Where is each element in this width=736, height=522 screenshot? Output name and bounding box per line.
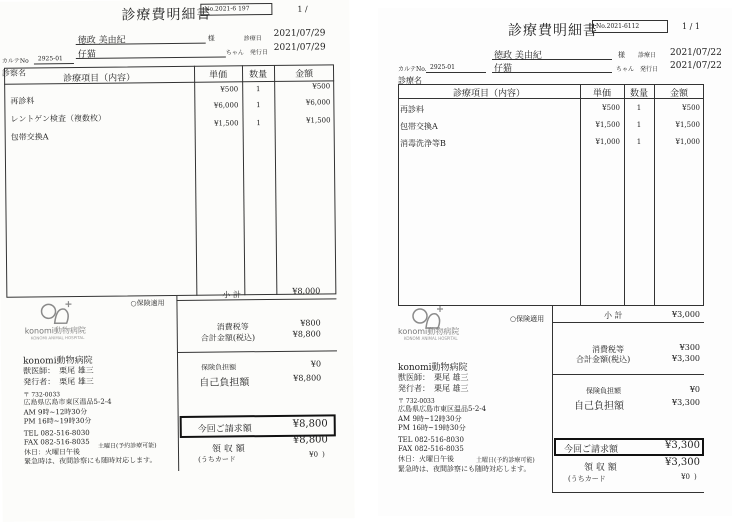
pet-suffix: ちゃん [225, 49, 244, 57]
row-amount: ¥6,000 [305, 98, 331, 107]
issuer-name: 栗尾 雄三 [59, 376, 94, 387]
vet-label: 獣医師： [398, 373, 430, 382]
row-price: ¥500 [220, 85, 239, 94]
col-header-qty: 数量 [249, 70, 268, 81]
col-header-price: 単価 [209, 70, 228, 81]
row-item: 消毒洗浄等B [400, 139, 446, 148]
self-burden-label: 自己負担額 [574, 401, 624, 412]
total: ¥8,800 [292, 329, 321, 339]
col-header-amount: 金額 [669, 89, 688, 99]
row-item: 包帯交換A [10, 132, 49, 142]
card-amount: ¥0 [681, 473, 690, 481]
clinic-logo-text: konomi動物病院 [398, 327, 460, 336]
row-qty: 1 [255, 85, 261, 94]
invoice-right [378, 8, 732, 516]
emergency: 緊急時は、夜間診察にも随時対応します。 [24, 456, 157, 466]
self-burden: ¥3,300 [672, 398, 700, 407]
card-close: ) [322, 450, 325, 459]
card-label: (うちカード [198, 455, 236, 464]
row-qty: 1 [636, 121, 642, 129]
col-header-amount: 金額 [294, 69, 314, 80]
total: ¥3,300 [672, 354, 700, 363]
karte-no: 2925-01 [430, 64, 455, 71]
pet-suffix: ちゃん [616, 66, 635, 73]
invoice-number-box [200, 3, 272, 16]
date-label-top: 診療日 [243, 35, 262, 43]
postal: 〒 732-0033 [398, 398, 435, 405]
vet-name: 栗尾 雄三 [434, 373, 469, 382]
col-header-qty: 数量 [629, 89, 648, 99]
hours-am: AM 9時~12時30分 [23, 407, 88, 417]
row-price: ¥1,000 [595, 138, 620, 146]
insurance-label: ○保険適用 [510, 315, 545, 323]
billing-label: 今回ご請求額 [564, 445, 619, 455]
row-price: ¥6,000 [213, 101, 239, 110]
subtotal-label: 小 計 [222, 290, 241, 300]
tax-label: 消費税等 [216, 322, 249, 332]
row-amount: ¥500 [682, 104, 700, 112]
row-price: ¥1,500 [595, 121, 620, 129]
clinic-logo-icon [34, 297, 74, 327]
insurance-label: ○保険適用 [130, 299, 165, 308]
items-table [398, 84, 704, 306]
karte-no: 2925-01 [37, 55, 63, 63]
ins-burden: ¥0 [310, 359, 322, 369]
invoice-number: No.2021-6 197 [204, 5, 250, 13]
page-indicator: 1 / 1 [682, 22, 700, 31]
row-qty: 1 [256, 101, 261, 110]
date-bottom: 2021/07/29 [273, 42, 326, 53]
page-indicator: 1 / [297, 4, 308, 14]
issuer-label: 発行者： [398, 384, 430, 393]
row-qty: 1 [256, 119, 261, 128]
vet-name: 栗尾 雄三 [59, 365, 94, 376]
billing: ¥3,300 [665, 440, 700, 451]
date-top: 2021/07/22 [670, 48, 722, 58]
emergency: 緊急時は、夜間診察にも随時対応します。 [398, 465, 531, 473]
date-label-bottom: 発行日 [640, 66, 659, 73]
card-label: (うちカード [568, 475, 606, 483]
owner-suffix: 様 [618, 51, 625, 59]
clinic-logo-sub: KONOMI ANIMAL HOSPITAL [30, 334, 85, 341]
subtotal-label: 小 計 [604, 311, 623, 320]
col-header-item: 診療項目（内容） [452, 89, 525, 99]
row-item: 再診料 [10, 96, 35, 106]
row-item: レントゲン検査（複数枚） [10, 113, 107, 124]
row-amount: ¥1,500 [675, 121, 700, 129]
invoice-number: No.2021-6112 [596, 23, 640, 30]
invoice-left [0, 0, 355, 522]
invoice-title: 診療費明細書 [508, 23, 598, 39]
ins-burden: ¥0 [689, 385, 700, 394]
clinic-logo-text: konomi動物病院 [24, 325, 87, 336]
karte-label: カルテNo. [398, 66, 427, 73]
owner-name: 徳政 美由紀 [494, 51, 542, 61]
card-close: ) [694, 473, 697, 481]
clinic-name: konomi動物病院 [23, 355, 93, 367]
received: ¥8,800 [292, 434, 328, 446]
invoice-number-box [592, 20, 668, 33]
col-header-item: 診療項目（内容） [63, 73, 136, 85]
row-item: 包帯交換A [400, 122, 438, 131]
ins-burden-label: 保険負担額 [586, 387, 621, 395]
clinic-name: konomi動物病院 [398, 363, 468, 373]
received-label: 領 収 額 [211, 444, 245, 455]
saturday: 土曜日(予約診療可能) [476, 457, 535, 464]
row-qty: 1 [636, 138, 642, 146]
row-amount: ¥1,000 [675, 138, 700, 146]
row-amount: ¥1,500 [306, 116, 331, 125]
date-bottom: 2021/07/22 [670, 61, 722, 71]
address: 広島県広島市東区温品5-2-4 [398, 405, 487, 413]
address: 広島県広島市東区温品5-2-4 [23, 397, 112, 407]
holiday: 休日：火曜日午後 [23, 448, 81, 457]
subtotal: ¥8,000 [292, 286, 321, 296]
subtotal: ¥3,000 [672, 310, 700, 319]
row-amount: ¥500 [312, 82, 331, 91]
hours-am: AM 9時~12時30分 [398, 415, 462, 423]
ins-burden-label: 保険負担額 [201, 363, 237, 372]
postal: 〒 732-0033 [23, 391, 61, 399]
billing: ¥8,800 [292, 418, 328, 430]
pet-label: 診察名 [1, 68, 27, 78]
row-price: ¥500 [602, 104, 620, 112]
owner-name: 徳政 美由紀 [77, 35, 126, 47]
total-label: 合計金額(税込) [576, 355, 631, 364]
pet-name: 仔猫 [77, 49, 96, 61]
received: ¥3,300 [665, 457, 700, 468]
row-price: ¥1,500 [214, 119, 239, 128]
total-label: 合計金額(税込) [200, 333, 256, 343]
col-header-price: 単価 [592, 89, 611, 99]
invoice-title: 診療費明細書 [121, 6, 212, 24]
tax-label: 消費税等 [592, 345, 624, 354]
card-amount: ¥0 [309, 450, 319, 459]
clinic-logo-sub: KONOMI ANIMAL HOSPITAL [404, 336, 458, 341]
fax: FAX 082-516-8035 [23, 437, 90, 447]
pet-name: 仔猫 [494, 64, 513, 74]
vet-label: 獣医師： [23, 366, 56, 376]
date-label-top: 診療日 [638, 52, 657, 59]
fax: FAX 082-516-8035 [398, 445, 464, 453]
row-qty: 1 [636, 104, 642, 112]
tel: TEL 082-516-8030 [398, 436, 464, 444]
hours-pm: PM 16時~19時30分 [23, 416, 92, 426]
billing-label: 今回ご請求額 [197, 424, 252, 435]
row-item: 再診料 [400, 105, 424, 114]
date-top: 2021/07/29 [273, 28, 326, 39]
self-burden-label: 自己負担額 [199, 377, 250, 389]
hours-pm: PM 16時~19時30分 [398, 424, 466, 432]
self-burden: ¥8,800 [293, 373, 322, 383]
owner-suffix: 様 [207, 34, 215, 43]
saturday: 土曜日(予約診療可能) [97, 442, 157, 450]
pet-label: 診療名 [398, 76, 422, 85]
issuer-label: 発行者： [23, 377, 56, 387]
tel: TEL 082-516-8030 [23, 428, 90, 438]
karte-label: カルテNo [1, 57, 29, 65]
issuer-name: 栗尾 雄三 [434, 384, 469, 393]
tax: ¥300 [679, 343, 700, 352]
received-label: 領 収 額 [584, 463, 617, 473]
holiday: 休日：火曜日午後 [398, 455, 454, 463]
date-label-bottom: 発行日 [249, 49, 268, 57]
tax: ¥800 [300, 318, 321, 328]
